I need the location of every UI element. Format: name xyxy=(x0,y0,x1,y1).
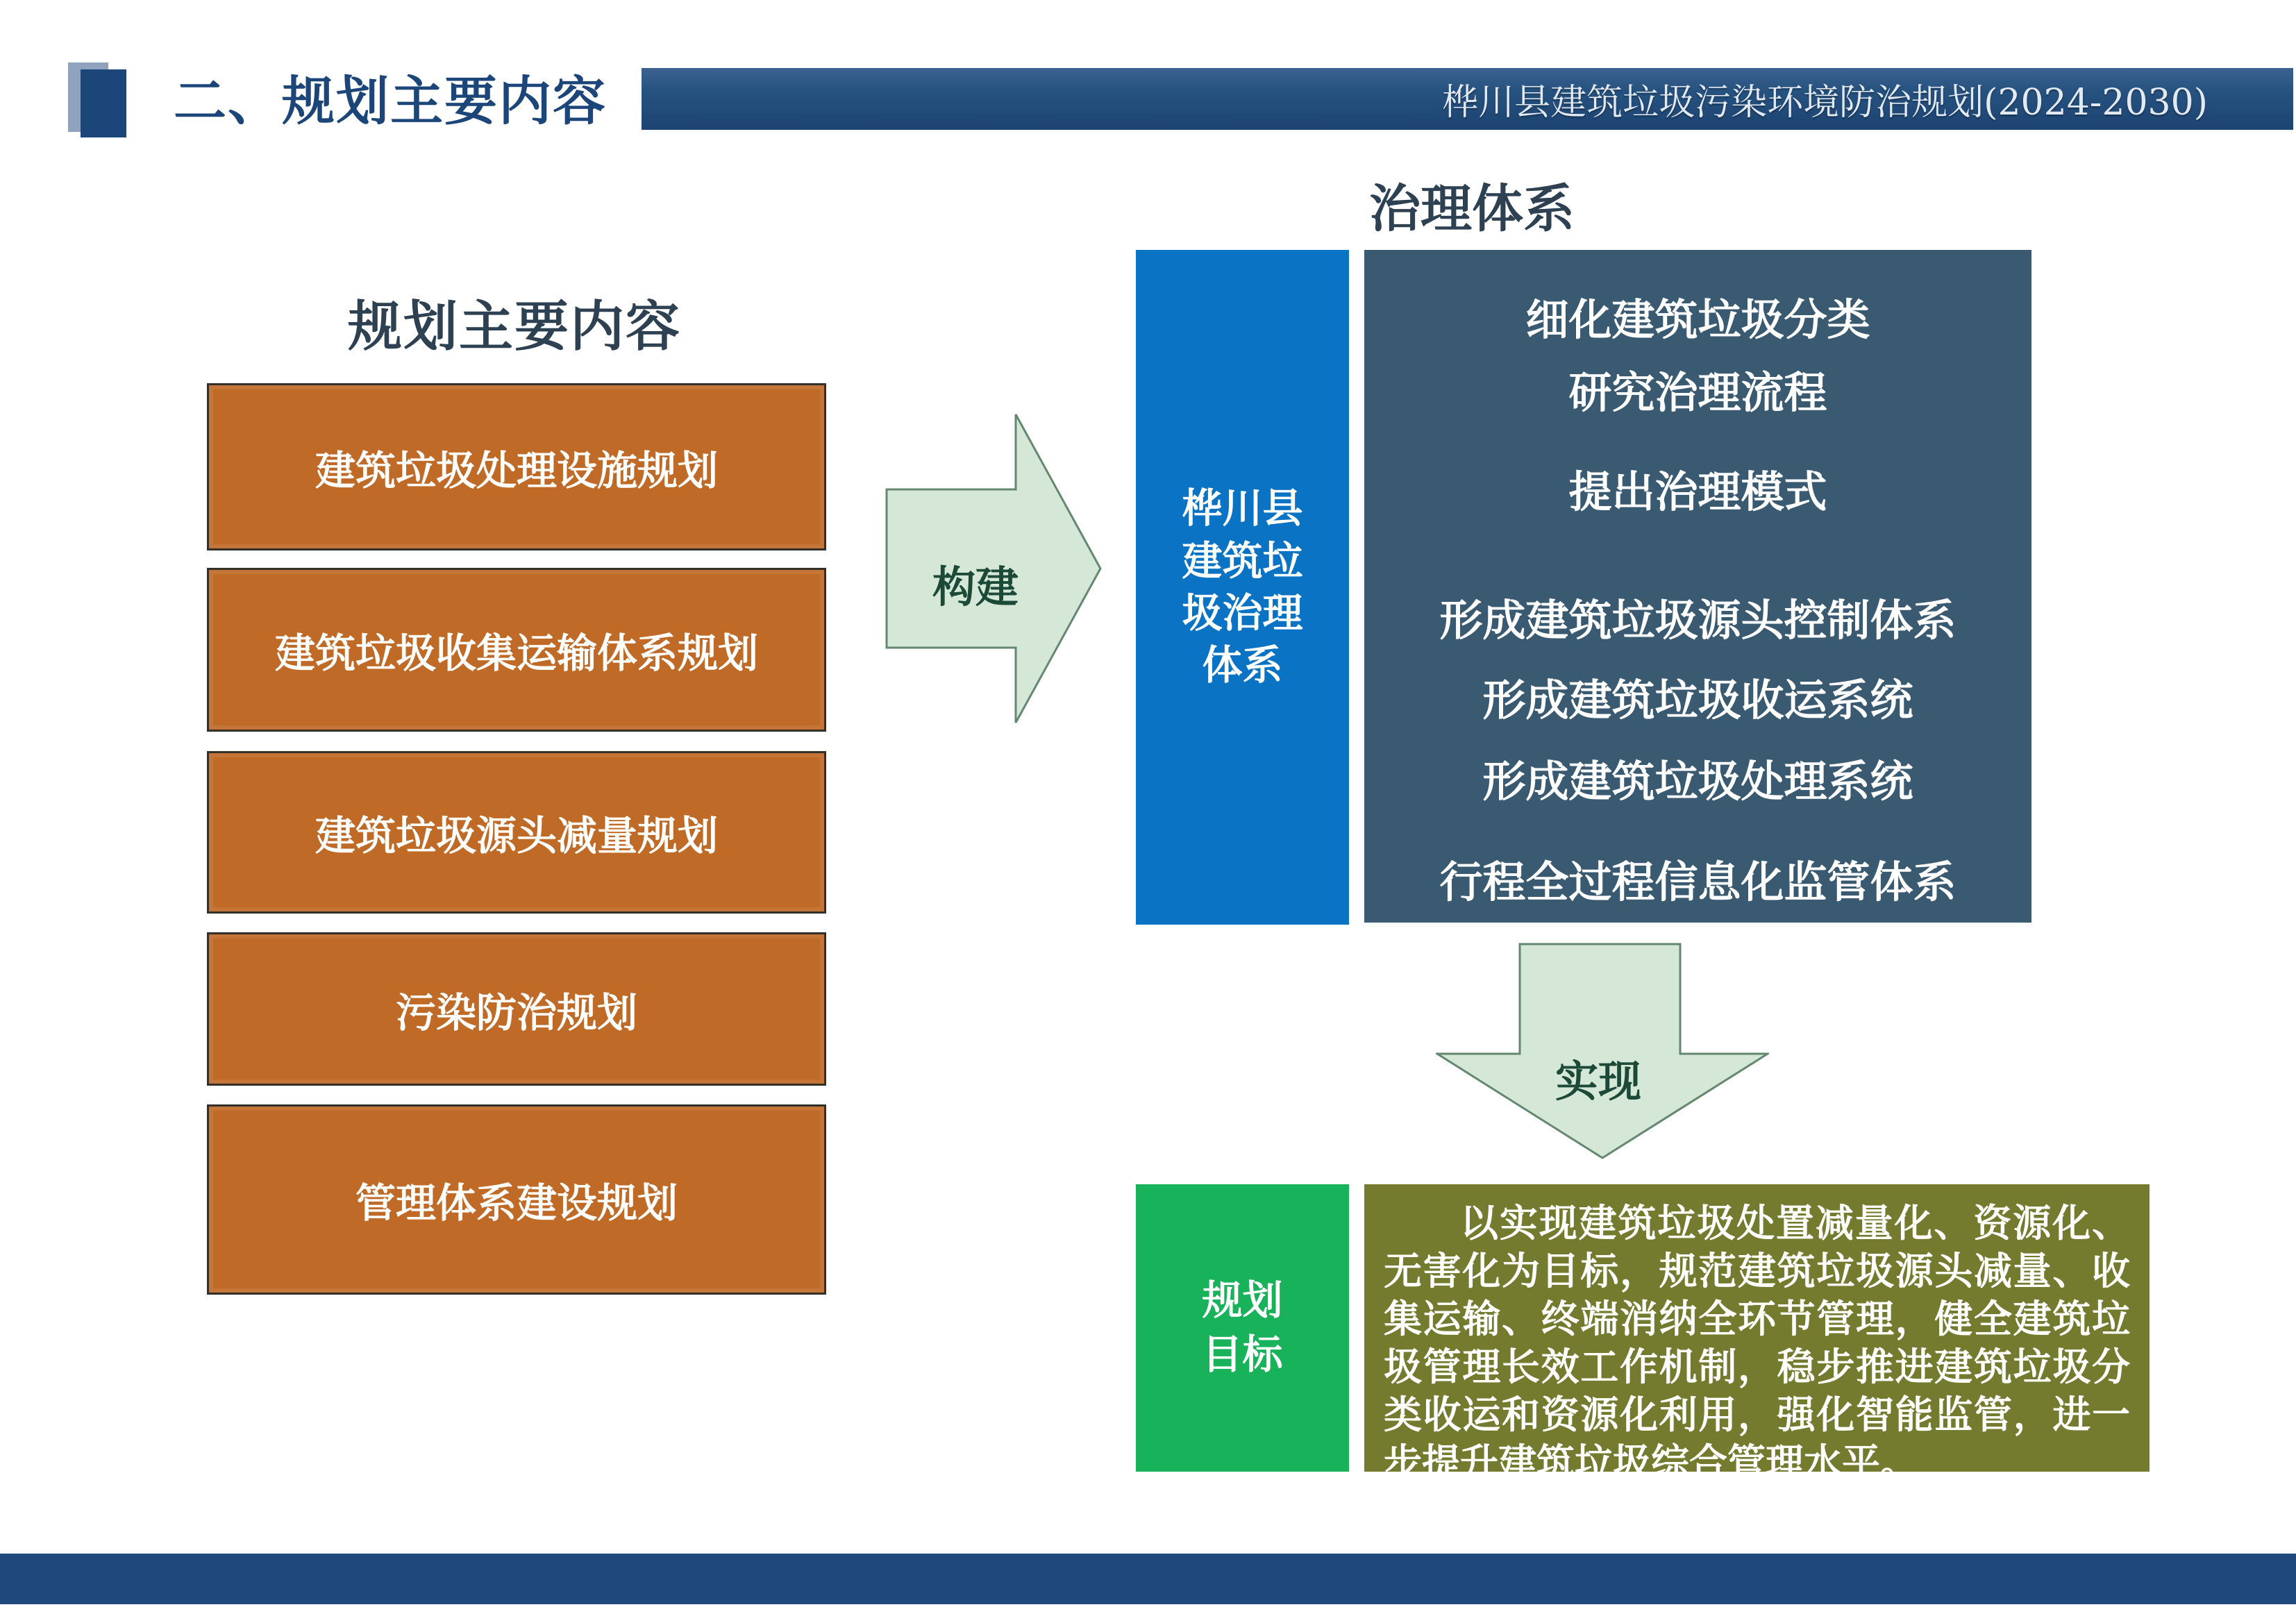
document-title: 桦川县建筑垃圾污染环境防治规划(2024-2030) xyxy=(1442,82,2208,124)
footer-bar xyxy=(0,1554,2296,1604)
accent-square-front xyxy=(81,69,126,137)
header-bar xyxy=(642,68,2293,130)
governance-heading: 治理体系 xyxy=(1369,180,1575,237)
governance-items-box xyxy=(1364,250,2031,923)
build-arrow-label: 构建 xyxy=(932,564,1019,612)
governance-core-box: 桦川县建筑垃圾治理体系 xyxy=(1136,250,1349,925)
governance-item: 研究治理流程 xyxy=(1568,369,1827,417)
plan-box-collection-transport: 建筑垃圾收集运输体系规划 xyxy=(207,568,826,732)
goal-text-box: 以实现建筑垃圾处置减量化、资源化、无害化为目标，规范建筑垃圾源头减量、收集运输、终端消纳全环节管理，健全建筑垃圾管理长效工作机制，稳步推进建筑垃圾分类收运和资源化利用，强化智能监管，进一步提升建筑垃圾综合管理水平。 xyxy=(1364,1184,2150,1472)
governance-item: 形成建筑垃圾处理系统 xyxy=(1482,758,1913,806)
plan-box-source-reduction: 建筑垃圾源头减量规划 xyxy=(207,751,826,914)
realize-arrow-label: 实现 xyxy=(1555,1058,1642,1106)
plan-box-pollution-prevention: 污染防治规划 xyxy=(207,932,826,1086)
plan-box-treatment-facilities: 建筑垃圾处理设施规划 xyxy=(207,383,826,550)
goal-label-box: 规划目标 xyxy=(1136,1184,1349,1472)
section-title: 二、规划主要内容 xyxy=(174,72,607,131)
left-panel-heading: 规划主要内容 xyxy=(347,296,681,357)
governance-item: 形成建筑垃圾收运系统 xyxy=(1482,677,1913,725)
governance-item: 行程全过程信息化监管体系 xyxy=(1439,859,1956,907)
plan-box-management-system: 管理体系建设规划 xyxy=(207,1104,826,1295)
governance-item: 提出治理模式 xyxy=(1568,469,1827,516)
governance-item: 细化建筑垃圾分类 xyxy=(1525,296,1870,344)
governance-item: 形成建筑垃圾源头控制体系 xyxy=(1439,597,1956,645)
